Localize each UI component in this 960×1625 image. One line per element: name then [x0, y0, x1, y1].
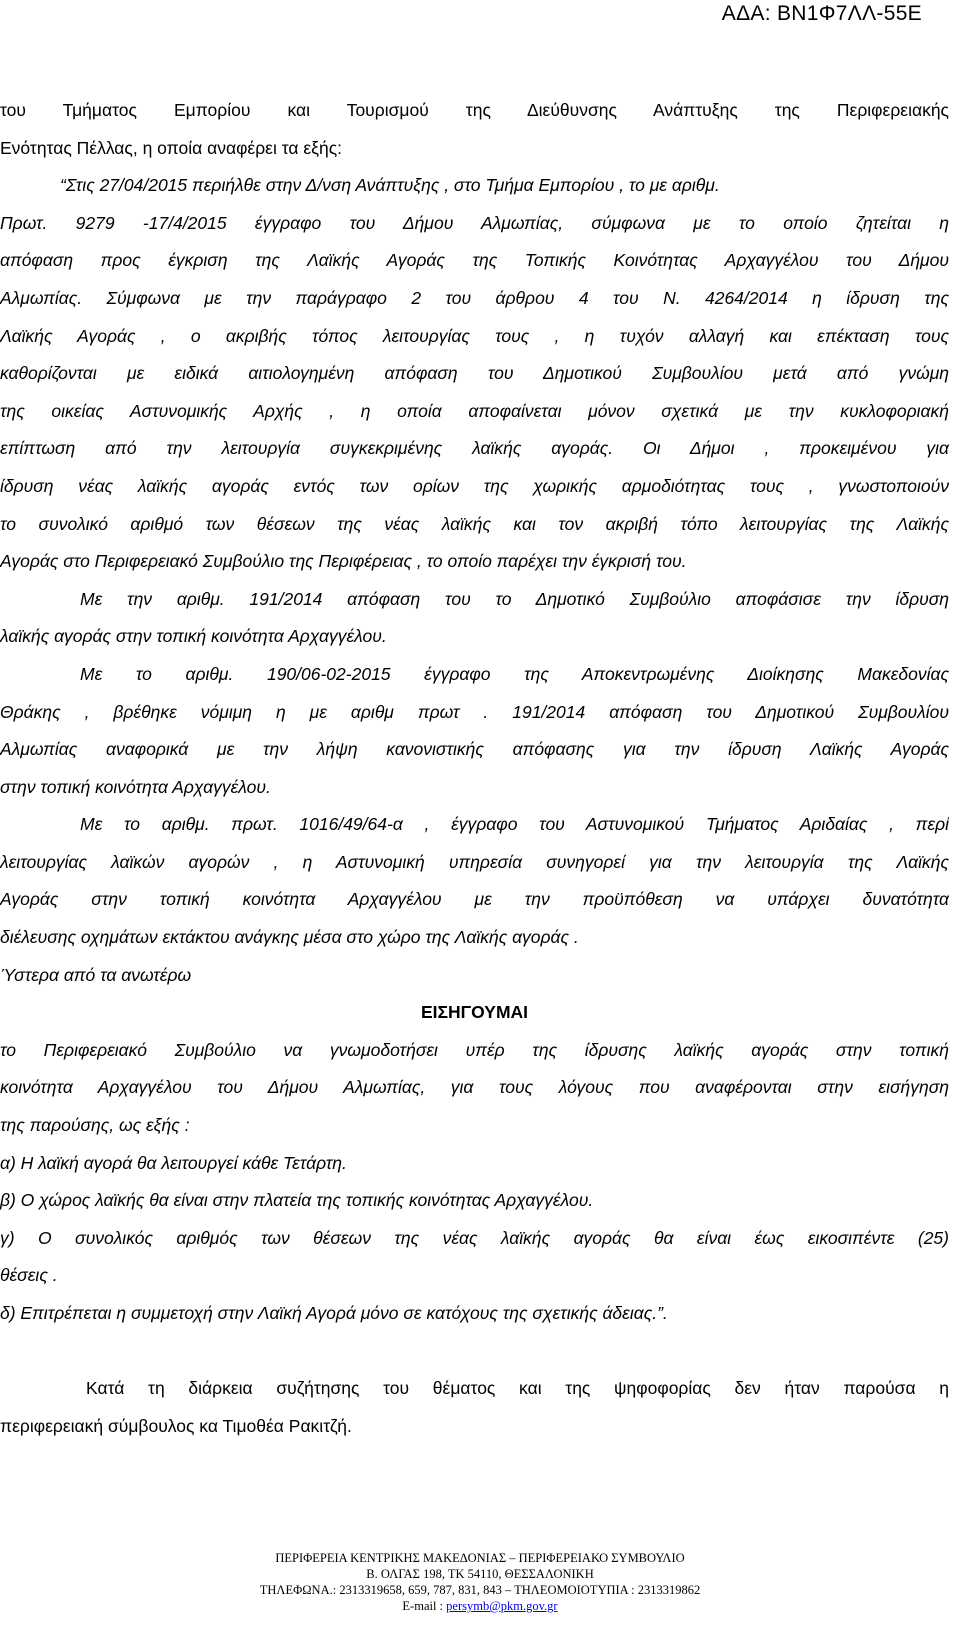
text-line: Με το αριθμ. 190/06-02-2015 έγγραφο της Αποκεντρωμένης Διοίκησης Μακεδονίας — [80, 663, 949, 684]
text-line: β) Ο χώρος λαϊκής θα είναι στην πλατεία της τοπικής κοινότητας Αρχαγγέλου. — [0, 1190, 594, 1211]
text-line: λαϊκής αγοράς στην τοπική κοινότητα Αρχαγγέλου. — [0, 626, 387, 647]
text-line: ίδρυση νέας λαϊκής αγοράς εντός των ορίων της χωρικής αρμοδιότητας τους , γνωστοποιούν — [0, 475, 949, 496]
text-line: θέσεις . — [0, 1265, 58, 1286]
text-line: καθορίζονται με ειδικά αιτιολογημένη απόφαση του Δημοτικού Συμβουλίου μετά από γνώμη — [0, 363, 949, 384]
text-line: γ) Ο συνολικός αριθμός των θέσεων της νέας λαϊκής αγοράς θα είναι έως εικοσιπέντε (25) — [0, 1227, 949, 1248]
text-line: λειτουργίας λαϊκών αγορών , η Αστυνομική υπηρεσία συνηγορεί για την λειτουργία της Λαϊκής — [0, 851, 949, 872]
footer-email-row — [0, 1598, 960, 1614]
text-line: α) Η λαϊκή αγορά θα λειτουργεί κάθε Τετάρτη. — [0, 1152, 347, 1173]
text-line: διέλευσης οχημάτων εκτάκτου ανάγκης μέσα στο χώρο της Λαϊκής αγοράς . — [0, 927, 579, 948]
text-line: κοινότητα Αρχαγγέλου του Δήμου Αλμωπίας, για τους λόγους που αναφέρονται στην εισήγηση — [0, 1077, 949, 1098]
text-line: Κατά τη διάρκεια συζήτησης του θέματος και της ψηφοφορίας δεν ήταν παρούσα η — [86, 1378, 949, 1399]
text-line: της παρούσης, ως εξής : — [0, 1115, 190, 1136]
document-body — [0, 92, 949, 1445]
text-line: Θράκης , βρέθηκε νόμιμη η με αριθμ πρωτ . 191/2014 απόφαση του Δημοτικού Συμβουλίου — [0, 701, 949, 722]
text-line: Αλμωπίας αναφορικά με την λήψη κανονιστικής απόφασης για την ίδρυση Λαϊκής Αγοράς — [0, 739, 949, 760]
text-line: δ) Επιτρέπεται η συμμετοχή στην Λαϊκή Αγορά μόνο σε κατόχους της σχετικής άδειας.”. — [0, 1303, 668, 1323]
footer-email-link[interactable]: persymb@pkm.gov.gr — [446, 1599, 558, 1613]
text-line: το συνολικό αριθμό των θέσεων της νέας λαϊκής και τον ακριβή τόπο λειτουργίας της Λαϊκής — [0, 513, 949, 534]
proposal-heading: ΕΙΣΗΓΟΥΜΑΙ — [420, 1002, 529, 1023]
footer-org: ΠΕΡΙΦΕΡΕΙΑ ΚΕΝΤΡΙΚΗΣ ΜΑΚΕΔΟΝΙΑΣ – ΠΕΡΙΦΕΡΕΙΑΚΟ ΣΥΜΒΟΥΛΙΟ — [275, 1551, 685, 1565]
body-paragraphs — [0, 92, 949, 994]
proposal-paragraphs — [0, 1032, 949, 1333]
text-line: της οικείας Αστυνομικής Αρχής , η οποία αποφαίνεται μόνον σχετικά με την κυκλοφοριακή — [0, 400, 949, 421]
ada-code: ΑΔΑ: ΒΝ1Φ7ΛΛ-55Ε — [721, 2, 922, 25]
text-line: στην τοπική κοινότητα Αρχαγγέλου. — [0, 776, 271, 797]
text-line: περιφερειακή σύμβουλος κα Τιμοθέα Ρακιτζή. — [0, 1415, 352, 1436]
text-line: Ύστερα από τα ανωτέρω — [0, 964, 192, 985]
text-line: το Περιφερειακό Συμβούλιο να γνωμοδοτήσει υπέρ της ίδρυσης λαϊκής αγοράς στην τοπική — [0, 1039, 949, 1060]
text-line: του Τμήματος Εμπορίου και Τουρισμού της Διεύθυνσης Ανάπτυξης της Περιφερειακής — [0, 100, 949, 120]
page-footer — [0, 1550, 960, 1614]
text-line: απόφαση προς έγκριση της Λαϊκής Αγοράς της Τοπικής Κοινότητας Αρχαγγέλου του Δήμου — [0, 250, 949, 271]
closing-paragraph — [0, 1370, 949, 1445]
text-line: Αγοράς στο Περιφερειακό Συμβούλιο της Περιφέρειας , το οποίο παρέχει την έγκρισή του. — [0, 551, 687, 572]
footer-phones: ΤΗΛΕΦΩΝΑ.: 2313319658, 659, 787, 831, 843 – ΤΗΛΕΟΜΟΙΟΤΥΠΙΑ : 2313319862 — [259, 1583, 701, 1597]
text-line: Με την αριθμ. 191/2014 απόφαση του το Δημοτικό Συμβούλιο αποφάσισε την ίδρυση — [80, 588, 949, 609]
spacer — [0, 1333, 949, 1371]
text-line: Αλμωπίας. Σύμφωνα με την παράγραφο 2 του άρθρου 4 του Ν. 4264/2014 η ίδρυση της — [0, 287, 949, 308]
text-line: Πρωτ. 9279 -17/4/2015 έγγραφο του Δήμου Αλμωπίας, σύμφωνα με το οποίο ζητείται η — [0, 212, 949, 233]
text-line: επίπτωση από την λειτουργία συγκεκριμένης λαϊκής αγοράς. Οι Δήμοι , προκειμένου για — [0, 438, 949, 459]
footer-address: Β. ΟΛΓΑΣ 198, ΤΚ 54110, ΘΕΣΣΑΛΟΝΙΚΗ — [366, 1567, 594, 1581]
text-line: Ενότητας Πέλλας, η οποία αναφέρει τα εξής: — [0, 137, 343, 158]
text-line: Λαϊκής Αγοράς , ο ακριβής τόπος λειτουργίας τους , η τυχόν αλλαγή και επέκταση τους — [0, 325, 949, 346]
footer-email-label: E-mail : — [402, 1599, 447, 1613]
text-line: Με το αριθμ. πρωτ. 1016/49/64-α , έγγραφο του Αστυνομικού Τμήματος Αριδαίας , περί — [80, 814, 949, 835]
text-line: “Στις 27/04/2015 περιήλθε στην Δ/νση Ανάπτυξης , στο Τμήμα Εμπορίου , το με αριθμ. — [60, 175, 720, 196]
text-line: Αγοράς στην τοπική κοινότητα Αρχαγγέλου με την προϋπόθεση να υπάρχει δυνατότητα — [0, 889, 949, 910]
